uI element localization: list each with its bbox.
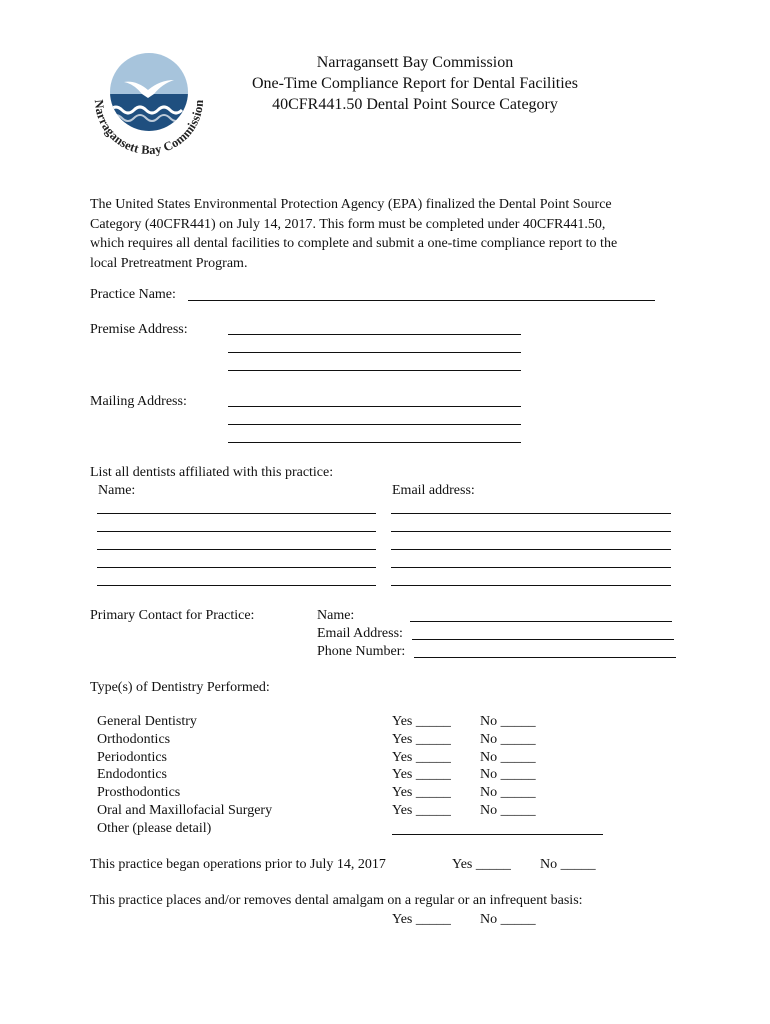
contact-name-label: Name: <box>317 608 355 623</box>
intro-paragraph <box>90 195 680 273</box>
dentist-email-field[interactable] <box>391 549 671 550</box>
yes-option[interactable]: Yes _____ <box>392 714 451 729</box>
dentist-email-field[interactable] <box>391 585 671 586</box>
dentist-email-field[interactable] <box>391 531 671 532</box>
logo-sky <box>88 48 210 94</box>
practice-name-label: Practice Name: <box>90 287 176 302</box>
premise-address-field[interactable] <box>228 352 521 353</box>
no-option[interactable]: No _____ <box>480 714 536 729</box>
dentistry-no-column <box>480 713 536 820</box>
dentistry-type: Endodontics <box>97 767 167 783</box>
practice-name-field[interactable] <box>188 300 655 301</box>
mailing-address-field[interactable] <box>228 406 521 407</box>
intro-line: The United States Environmental Protection Agency (EPA) finalized the Dental Point Source <box>90 197 612 212</box>
dentistry-type: Prosthodontics <box>97 785 181 801</box>
primary-contact-label: Primary Contact for Practice: <box>90 608 255 623</box>
operations-no[interactable]: No _____ <box>540 857 596 872</box>
contact-phone-field[interactable] <box>414 657 676 658</box>
yes-option[interactable]: Yes _____ <box>392 802 451 818</box>
no-option[interactable]: No _____ <box>480 749 536 765</box>
mailing-address-field[interactable] <box>228 442 521 443</box>
dentistry-heading: Type(s) of Dentistry Performed: <box>90 680 270 695</box>
dentist-name-header: Name: <box>98 483 136 498</box>
no-option[interactable]: No _____ <box>480 731 536 747</box>
dentist-email-field[interactable] <box>391 567 671 568</box>
dentist-name-field[interactable] <box>97 513 376 514</box>
other-detail-field[interactable] <box>392 834 603 835</box>
commission-logo <box>88 48 210 164</box>
dentist-name-field[interactable] <box>97 585 376 586</box>
contact-name-field[interactable] <box>410 621 672 622</box>
amalgam-no[interactable]: No _____ <box>480 912 536 927</box>
yes-option[interactable]: Yes _____ <box>392 785 451 801</box>
operations-question: This practice began operations prior to July 14, 2017 <box>90 857 386 872</box>
contact-email-label: Email Address: <box>317 626 403 641</box>
form-subtitle: 40CFR441.50 Dental Point Source Category <box>272 96 558 113</box>
dentistry-type-list <box>97 713 272 838</box>
dentistry-type: Periodontics <box>97 749 167 765</box>
contact-phone-label: Phone Number: <box>317 644 406 659</box>
premise-address-field[interactable] <box>228 370 521 371</box>
form-title: One-Time Compliance Report for Dental Facilities <box>251 75 578 92</box>
contact-email-field[interactable] <box>412 639 674 640</box>
dentistry-type: General Dentistry <box>97 714 197 729</box>
premise-address-label: Premise Address: <box>90 322 188 337</box>
mailing-address-label: Mailing Address: <box>90 394 187 409</box>
mailing-address-field[interactable] <box>228 424 521 425</box>
operations-yes[interactable]: Yes _____ <box>452 857 511 872</box>
intro-line: which requires all dental facilities to complete and submit a one-time compliance report to the <box>90 236 618 251</box>
dentist-name-field[interactable] <box>97 549 376 550</box>
dentist-email-header: Email address: <box>392 483 475 498</box>
no-option[interactable]: No _____ <box>480 785 536 801</box>
logo-text: Narragansett Bay Commission <box>91 98 207 158</box>
yes-option[interactable]: Yes _____ <box>392 749 451 765</box>
premise-address-field[interactable] <box>228 334 521 335</box>
dentists-heading: List all dentists affiliated with this practice: <box>90 465 334 480</box>
amalgam-question: This practice places and/or removes dental amalgam on a regular or an infrequent basis: <box>90 893 583 908</box>
dentist-name-field[interactable] <box>97 567 376 568</box>
dentistry-type: Oral and Maxillofacial Surgery <box>97 802 273 818</box>
dentist-email-field[interactable] <box>391 513 671 514</box>
no-option[interactable]: No _____ <box>480 802 536 818</box>
dentistry-yes-column <box>392 713 451 820</box>
amalgam-yes[interactable]: Yes _____ <box>392 912 451 927</box>
no-option[interactable]: No _____ <box>480 767 536 783</box>
yes-option[interactable]: Yes _____ <box>392 731 451 747</box>
intro-line: local Pretreatment Program. <box>90 255 248 271</box>
org-name: Narragansett Bay Commission <box>316 54 514 71</box>
dentistry-type: Orthodontics <box>97 731 171 747</box>
intro-line: Category (40CFR441) on July 14, 2017. This form must be completed under 40CFR441.50, <box>90 216 606 232</box>
yes-option[interactable]: Yes _____ <box>392 767 451 783</box>
dentist-name-field[interactable] <box>97 531 376 532</box>
dentistry-type: Other (please detail) <box>97 820 212 836</box>
